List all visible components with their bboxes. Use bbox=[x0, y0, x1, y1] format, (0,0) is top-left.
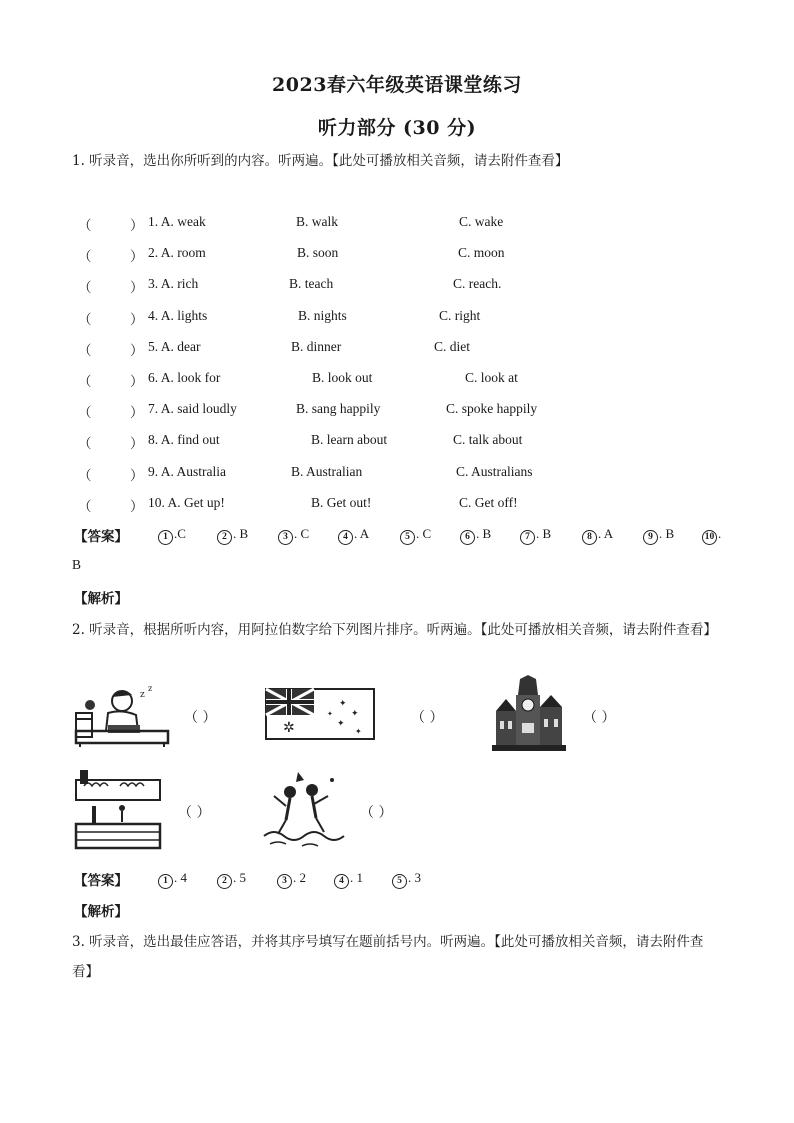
answer-bracket-open[interactable]: （ bbox=[78, 499, 92, 514]
student-studying-picture bbox=[74, 683, 174, 747]
option-c: C. Get off! bbox=[459, 495, 518, 510]
svg-text:✦: ✦ bbox=[351, 709, 359, 719]
option-c: C. spoke happily bbox=[446, 401, 538, 416]
answer-bracket-close[interactable]: ） bbox=[130, 468, 144, 483]
circled-number: 3 bbox=[278, 530, 293, 545]
q1-answer-wrap: B bbox=[72, 557, 82, 572]
answer-bracket-close[interactable]: ） bbox=[130, 280, 144, 295]
page-subtitle: 听力部分 (30 分) bbox=[317, 117, 477, 139]
answer-value: . 3 bbox=[408, 870, 421, 885]
circled-number: 7 bbox=[520, 530, 535, 545]
option-b: B. walk bbox=[296, 214, 338, 229]
answer-bracket-open[interactable]: （ bbox=[78, 218, 92, 233]
circled-number: 10 bbox=[702, 530, 717, 545]
castle-picture bbox=[492, 675, 566, 751]
school-picture bbox=[74, 768, 164, 850]
option-a: 3. A. rich bbox=[148, 276, 199, 291]
option-c: C. right bbox=[439, 308, 481, 323]
q1-answer-item bbox=[278, 526, 309, 545]
answer-value: . B bbox=[476, 526, 492, 541]
option-a: 1. A. weak bbox=[148, 214, 206, 229]
q2-answer-label: 【答案】 bbox=[74, 873, 128, 889]
q1-instruction: 1. 听录音，选出你所听到的内容。听两遍。【此处可播放相关音频，请去附件查看】 bbox=[72, 153, 569, 169]
answer-bracket-open[interactable]: （ bbox=[78, 405, 92, 420]
q2-answer-item bbox=[277, 870, 306, 889]
option-c: C. wake bbox=[459, 214, 504, 229]
answer-bracket-open[interactable]: （ bbox=[78, 468, 92, 483]
circled-number: 1 bbox=[158, 874, 173, 889]
option-a: 8. A. find out bbox=[148, 432, 220, 447]
circled-number: 9 bbox=[643, 530, 658, 545]
svg-text:✲: ✲ bbox=[283, 720, 295, 736]
answer-bracket-close[interactable]: ） bbox=[130, 218, 144, 233]
option-c: C. diet bbox=[434, 339, 470, 354]
circled-number: 4 bbox=[338, 530, 353, 545]
q1-answer-label: 【答案】 bbox=[74, 529, 128, 545]
q1-item-row bbox=[0, 214, 794, 234]
q1-answer-item bbox=[460, 526, 491, 545]
q1-answer-item bbox=[158, 526, 186, 545]
answer-bracket-open[interactable]: （ bbox=[78, 343, 92, 358]
q1-item-row bbox=[0, 464, 794, 484]
svg-text:✦: ✦ bbox=[339, 699, 347, 709]
answer-value: . C bbox=[416, 526, 432, 541]
option-a: 10. A. Get up! bbox=[148, 495, 225, 510]
answer-bracket-close[interactable]: ） bbox=[130, 312, 144, 327]
svg-text:✦: ✦ bbox=[327, 710, 333, 718]
picture-2-bracket[interactable]: （ ） bbox=[411, 710, 444, 726]
option-b: B. soon bbox=[297, 245, 339, 260]
answer-bracket-close[interactable]: ） bbox=[130, 436, 144, 451]
circled-number: 5 bbox=[392, 874, 407, 889]
picture-4-bracket[interactable]: （ ） bbox=[178, 805, 211, 821]
q1-item-row bbox=[0, 401, 794, 421]
australian-flag-picture bbox=[265, 688, 375, 740]
q1-answer-item bbox=[400, 526, 431, 545]
q1-item-row bbox=[0, 245, 794, 265]
q3-instruction-line2: 看】 bbox=[72, 964, 99, 980]
answer-value: . B bbox=[233, 526, 249, 541]
answer-value: . C bbox=[294, 526, 310, 541]
option-b: B. teach bbox=[289, 276, 334, 291]
option-b: B. Get out! bbox=[311, 495, 372, 510]
q1-item-row bbox=[0, 432, 794, 452]
option-a: 4. A. lights bbox=[148, 308, 208, 323]
picture-1-bracket[interactable]: （ ） bbox=[184, 710, 217, 726]
circled-number: 5 bbox=[400, 530, 415, 545]
children-playing-picture bbox=[262, 770, 346, 850]
answer-bracket-close[interactable]: ） bbox=[130, 249, 144, 264]
answer-value: . A bbox=[354, 526, 370, 541]
answer-bracket-close[interactable]: ） bbox=[130, 343, 144, 358]
svg-text:z: z bbox=[148, 684, 153, 693]
circled-number: 2 bbox=[217, 530, 232, 545]
circled-number: 8 bbox=[582, 530, 597, 545]
q1-item-row bbox=[0, 495, 794, 515]
q1-answer-item bbox=[582, 526, 613, 545]
option-c: C. reach. bbox=[453, 276, 502, 291]
answer-value: . A bbox=[598, 526, 614, 541]
picture-5-bracket[interactable]: （ ） bbox=[360, 805, 393, 821]
option-b: B. Australian bbox=[291, 464, 363, 479]
option-a: 7. A. said loudly bbox=[148, 401, 237, 416]
picture-3-bracket[interactable]: （ ） bbox=[583, 710, 616, 726]
option-a: 6. A. look for bbox=[148, 370, 221, 385]
q3-instruction-line1: 3. 听录音，选出最佳应答语，并将其序号填写在题前括号内。听两遍。【此处可播放相关音频，请去附件查 bbox=[72, 934, 704, 950]
answer-bracket-close[interactable]: ） bbox=[130, 499, 144, 514]
answer-bracket-open[interactable]: （ bbox=[78, 374, 92, 389]
q1-answer-item bbox=[643, 526, 674, 545]
option-b: B. sang happily bbox=[296, 401, 381, 416]
option-c: C. look at bbox=[465, 370, 518, 385]
answer-value: . B bbox=[536, 526, 552, 541]
q2-answer-item bbox=[158, 870, 187, 889]
circled-number: 6 bbox=[460, 530, 475, 545]
option-b: B. look out bbox=[312, 370, 373, 385]
option-b: B. nights bbox=[298, 308, 347, 323]
circled-number: 1 bbox=[158, 530, 173, 545]
q1-item-row bbox=[0, 308, 794, 328]
q1-analysis-label: 【解析】 bbox=[74, 591, 128, 607]
answer-bracket-open[interactable]: （ bbox=[78, 312, 92, 327]
answer-value: . 2 bbox=[293, 870, 306, 885]
q2-answer-item bbox=[217, 870, 246, 889]
q2-answer-item bbox=[334, 870, 363, 889]
q1-answer-item bbox=[520, 526, 551, 545]
page-title: 2023春六年级英语课堂练习 bbox=[272, 74, 522, 96]
answer-bracket-open[interactable]: （ bbox=[78, 249, 92, 264]
q1-item-row bbox=[0, 339, 794, 359]
answer-value: . 5 bbox=[233, 870, 246, 885]
q1-answer-item bbox=[338, 526, 369, 545]
option-a: 2. A. room bbox=[148, 245, 206, 260]
answer-value: . 1 bbox=[350, 870, 363, 885]
q1-item-row bbox=[0, 276, 794, 296]
answer-value: . B bbox=[659, 526, 675, 541]
q2-instruction: 2. 听录音，根据所听内容，用阿拉伯数字给下列图片排序。听两遍。【此处可播放相关音频，请去附件查看】 bbox=[72, 622, 717, 638]
q1-answer-item bbox=[702, 526, 721, 545]
option-a: 5. A. dear bbox=[148, 339, 201, 354]
svg-text:z: z bbox=[140, 690, 145, 700]
option-c: C. talk about bbox=[453, 432, 523, 447]
svg-text:✦: ✦ bbox=[337, 719, 345, 729]
q2-analysis-label: 【解析】 bbox=[74, 904, 128, 920]
option-c: C. moon bbox=[458, 245, 505, 260]
answer-value: . 4 bbox=[174, 870, 187, 885]
q1-answer-item bbox=[217, 526, 248, 545]
option-c: C. Australians bbox=[456, 464, 533, 479]
svg-text:✦: ✦ bbox=[355, 727, 362, 736]
q2-answer-item bbox=[392, 870, 421, 889]
option-b: B. dinner bbox=[291, 339, 342, 354]
answer-bracket-open[interactable]: （ bbox=[78, 280, 92, 295]
q1-item-row bbox=[0, 370, 794, 390]
answer-bracket-close[interactable]: ） bbox=[130, 405, 144, 420]
circled-number: 4 bbox=[334, 874, 349, 889]
circled-number: 2 bbox=[217, 874, 232, 889]
circled-number: 3 bbox=[277, 874, 292, 889]
answer-value: . bbox=[718, 526, 722, 541]
answer-bracket-open[interactable]: （ bbox=[78, 436, 92, 451]
option-a: 9. A. Australia bbox=[148, 464, 226, 479]
answer-bracket-close[interactable]: ） bbox=[130, 374, 144, 389]
answer-value: .C bbox=[174, 526, 186, 541]
option-b: B. learn about bbox=[311, 432, 388, 447]
